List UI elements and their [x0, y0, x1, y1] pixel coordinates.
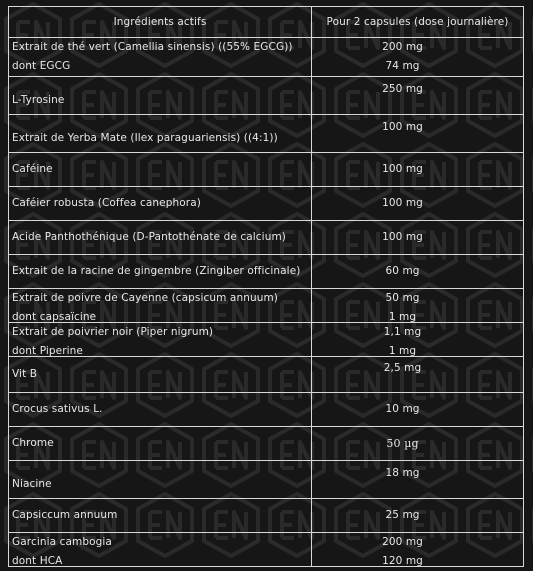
ingredient-cell [9, 77, 312, 115]
table-header-row [9, 7, 524, 38]
ingredient-name: Extrait de la racine de gingembre (Zingiber officinale) [12, 265, 301, 277]
table-row [9, 255, 524, 289]
header-ingredients: Ingrédients actifs [9, 7, 312, 38]
dose-cell [312, 323, 524, 357]
table-row [9, 499, 524, 533]
ingredients-table [8, 6, 524, 567]
table-row [9, 187, 524, 221]
ingredient-name: Caféier robusta (Coffea canephora) [12, 197, 201, 209]
dose-value: 200 mg [382, 41, 423, 53]
dose-cell [312, 38, 524, 77]
ingredient-cell [9, 187, 312, 221]
dose-value: 100 mg [382, 121, 423, 133]
dose-value: 250 mg [382, 83, 423, 95]
dose-sub-value: 74 mg [385, 60, 420, 72]
ingredient-name: Vit B [12, 368, 38, 380]
ingredient-name: Extrait de poivre de Cayenne (capsicum annuum) [12, 292, 278, 304]
table-row [9, 289, 524, 323]
dose-cell [312, 393, 524, 427]
dose-value: 200 mg [382, 536, 423, 548]
ingredient-name: Extrait de Yerba Mate (Ilex paraguariensis) ((4:1)) [12, 132, 278, 144]
table-row [9, 115, 524, 153]
ingredient-cell [9, 461, 312, 499]
ingredient-name: Capsiccum annuum [12, 509, 118, 521]
ingredient-cell [9, 38, 312, 77]
dose-value: 10 mg [385, 403, 420, 415]
ingredient-sub-name: dont EGCG [12, 60, 71, 72]
ingredient-sub-name: dont Piperine [12, 345, 83, 357]
ingredient-name: Caféine [12, 163, 53, 175]
ingredient-name: Crocus sativus L. [12, 403, 103, 415]
ingredient-sub-name: dont capsaïcine [12, 311, 97, 323]
dose-value: 100 mg [382, 163, 423, 175]
dose-value: 25 mg [385, 509, 420, 521]
ingredient-cell [9, 255, 312, 289]
ingredient-cell [9, 427, 312, 461]
dose-value: 2,5 mg [383, 362, 422, 374]
ingredient-cell [9, 499, 312, 533]
dose-value: 100 mg [382, 231, 423, 243]
ingredient-name: Chrome [12, 437, 54, 449]
table-row [9, 533, 524, 567]
ingredient-sub-name: dont HCA [12, 555, 63, 567]
ingredient-name: Acide Panthothénique (D-Pantothénate de calcium) [12, 231, 286, 243]
table-row [9, 323, 524, 357]
dose-cell [312, 153, 524, 187]
ingredient-cell [9, 357, 312, 393]
table-row [9, 427, 524, 461]
ingredient-name: Extrait de thé vert (Camellia sinensis) ((55% EGCG)) [12, 41, 293, 53]
dose-value: 1,1 mg [383, 326, 422, 338]
ingredient-cell [9, 323, 312, 357]
ingredient-cell [9, 153, 312, 187]
header-dose: Pour 2 capsules (dose journalière) [312, 7, 524, 38]
ingredient-cell [9, 221, 312, 255]
table-row [9, 221, 524, 255]
dose-sub-value: 1 mg [388, 345, 417, 357]
dose-cell [312, 533, 524, 567]
ingredient-name: L-Tyrosine [12, 94, 65, 106]
nutrition-table-container [8, 6, 523, 567]
dose-cell [312, 115, 524, 153]
dose-cell [312, 289, 524, 323]
dose-cell [312, 187, 524, 221]
ingredient-name: Niacine [12, 478, 52, 490]
dose-cell [312, 357, 524, 393]
ingredient-name: Garcinia cambogia [12, 536, 112, 548]
dose-cell [312, 221, 524, 255]
table-row [9, 357, 524, 393]
dose-sub-value: 120 mg [382, 555, 423, 567]
dose-value: 50 mg [385, 292, 420, 304]
dose-cell [312, 461, 524, 499]
dose-cell [312, 427, 524, 461]
dose-value: 50 µg [386, 437, 419, 450]
dose-sub-value: 1 mg [388, 311, 417, 323]
table-row [9, 393, 524, 427]
table-row [9, 77, 524, 115]
ingredient-cell [9, 533, 312, 567]
table-row [9, 153, 524, 187]
dose-value: 60 mg [385, 265, 420, 277]
dose-cell [312, 255, 524, 289]
dose-value: 100 mg [382, 197, 423, 209]
dose-value: 18 mg [385, 467, 420, 479]
table-row [9, 38, 524, 77]
dose-cell [312, 77, 524, 115]
ingredient-cell [9, 115, 312, 153]
table-row [9, 461, 524, 499]
dose-cell [312, 499, 524, 533]
ingredient-cell [9, 289, 312, 323]
ingredient-name: Extrait de poivrier noir (Piper nigrum) [12, 326, 214, 338]
ingredient-cell [9, 393, 312, 427]
